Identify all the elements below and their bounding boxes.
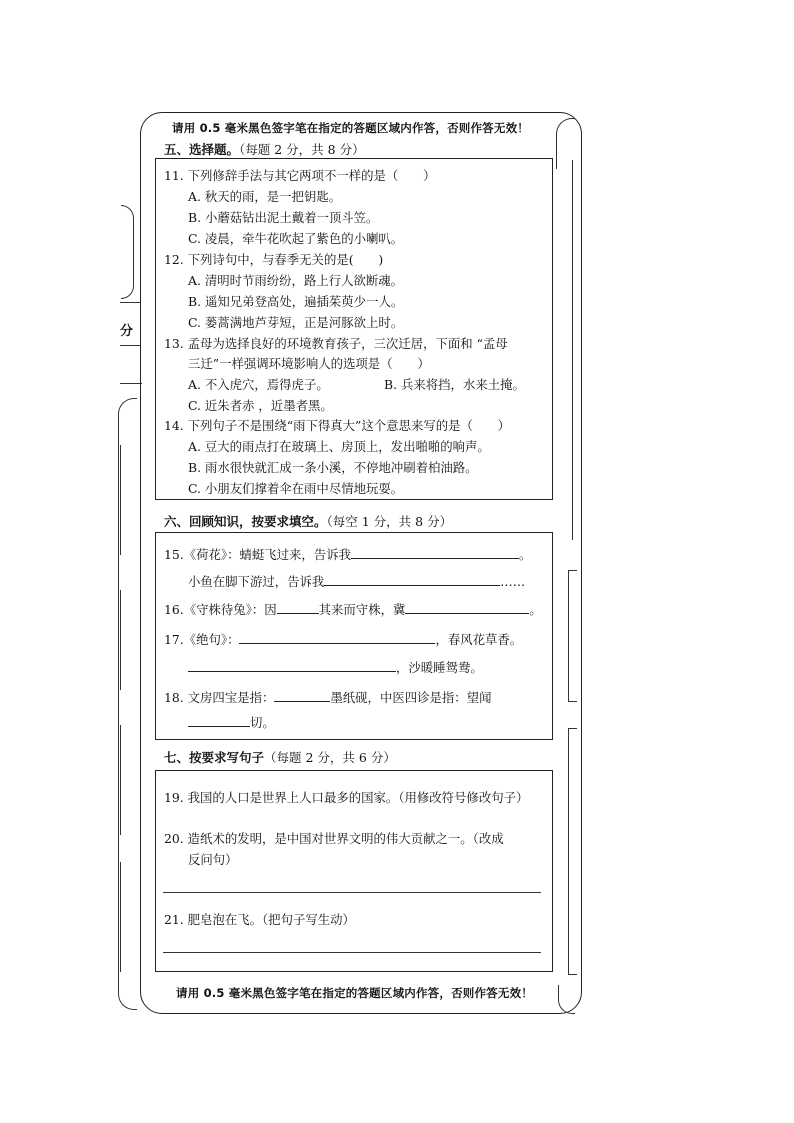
q14-option-b[interactable]: B. 雨水很快就汇成一条小溪，不停地冲刷着柏油路。 bbox=[188, 460, 478, 475]
section6-heading bbox=[164, 512, 452, 530]
q17-line2 bbox=[188, 658, 483, 676]
score-line-top bbox=[120, 302, 140, 303]
q20-text-2: 反问句） bbox=[188, 852, 238, 867]
q17-verse-2: ，沙暖睡鸳鸯。 bbox=[396, 660, 483, 675]
q13-option-b[interactable]: B. 兵来将挡，水来土掩。 bbox=[384, 377, 525, 392]
q13-stem: 13. 孟母为选择良好的环境教育孩子，三次迁居，下面和 “孟母 bbox=[164, 336, 508, 351]
q15-answer-2[interactable] bbox=[324, 573, 500, 586]
q17-answer-2[interactable] bbox=[188, 659, 396, 672]
q18-answer-1[interactable] bbox=[274, 689, 330, 702]
q12-option-a[interactable]: A. 清明时节雨纷纷，路上行人欲断魂。 bbox=[188, 273, 404, 288]
section5-heading bbox=[164, 140, 365, 158]
q15-line2 bbox=[188, 572, 525, 590]
score-line-mid bbox=[120, 345, 140, 346]
q13-option-a[interactable]: A. 不入虎穴，焉得虎子。 bbox=[188, 377, 329, 392]
q13-option-c[interactable]: C. 近朱者赤 ，近墨者黑。 bbox=[188, 398, 333, 413]
left-tick-3 bbox=[120, 725, 121, 835]
section5-title: 五、选择题。 bbox=[164, 142, 240, 157]
q21-text: 21. 肥皂泡在飞。（把句子写生动） bbox=[164, 912, 355, 927]
q16-prompt-1: 16.《守株待兔》：因 bbox=[164, 602, 277, 617]
q11-option-b[interactable]: B. 小蘑菇钻出泥土戴着一顶斗笠。 bbox=[188, 210, 379, 225]
q11-option-a[interactable]: A. 秋天的雨，是一把钥匙。 bbox=[188, 189, 342, 204]
score-label: 分 bbox=[120, 324, 134, 339]
q14-option-c[interactable]: C. 小朋友们撑着伞在雨中尽情地玩耍。 bbox=[188, 481, 404, 496]
q12-stem: 12. 下列诗句中，与春季无关的是( ) bbox=[164, 252, 384, 267]
q13-stem-cont: 三迁”一样强调环境影响人的选项是（ ） bbox=[188, 356, 430, 371]
q17-answer-1[interactable] bbox=[239, 631, 435, 644]
q17-line1 bbox=[164, 630, 522, 648]
q15-prompt-2: 小鱼在脚下游过，告诉我 bbox=[188, 574, 325, 589]
q11-option-c[interactable]: C. 凌晨，牵牛花吹起了紫色的小喇叭。 bbox=[188, 231, 404, 246]
q18-answer-2[interactable] bbox=[188, 714, 250, 727]
q21-answer-line[interactable] bbox=[163, 952, 541, 953]
left-tick-1 bbox=[120, 445, 121, 555]
q12-option-b[interactable]: B. 遥知兄弟登高处，遍插茱萸少一人。 bbox=[188, 294, 404, 309]
q18-prompt-2: 墨纸砚，中医四诊是指：望闻 bbox=[330, 690, 492, 705]
q18-end: 切。 bbox=[250, 715, 275, 730]
section6-title: 六、回顾知识，按要求填空。 bbox=[164, 514, 327, 529]
left-bracket-1 bbox=[121, 205, 134, 299]
notice-top: 请用 0.5 毫米黑色签字笔在指定的答题区域内作答，否则作答无效！ bbox=[172, 121, 529, 135]
q15-end-1: 。 bbox=[518, 547, 532, 562]
left-tick-4 bbox=[120, 862, 121, 972]
q20-answer-line[interactable] bbox=[163, 892, 541, 893]
q17-prompt: 17.《绝句》： bbox=[164, 632, 240, 647]
q18-line2 bbox=[188, 713, 275, 731]
score-line-bottom bbox=[120, 383, 142, 384]
q15-prompt-1: 15.《荷花》：蜻蜓飞过来，告诉我 bbox=[164, 547, 351, 562]
q17-verse-1: ，春风花草香。 bbox=[435, 632, 523, 647]
q18-line1 bbox=[164, 688, 491, 706]
q16-answer-2[interactable] bbox=[405, 601, 529, 614]
q19-text: 19. 我国的人口是世界上人口最多的国家。（用修改符号修改句子） bbox=[164, 790, 529, 805]
q12-option-c[interactable]: C. 蒌蒿满地芦芽短，正是河豚欲上时。 bbox=[188, 315, 404, 330]
q18-prompt-1: 18. 文房四宝是指： bbox=[164, 690, 275, 705]
q15-answer-1[interactable] bbox=[351, 546, 519, 559]
q11-stem: 11. 下列修辞手法与其它两项不一样的是（ ） bbox=[164, 168, 436, 183]
q16-line bbox=[164, 600, 542, 618]
section6-points: （每空 1 分，共 8 分） bbox=[326, 514, 453, 529]
notice-bottom: 请用 0.5 毫米黑色签字笔在指定的答题区域内作答，否则作答无效！ bbox=[176, 986, 533, 1000]
q15-end-2: …… bbox=[500, 574, 526, 589]
section7-title: 七、按要求写句子 bbox=[164, 750, 265, 765]
q16-answer-1[interactable] bbox=[277, 601, 319, 614]
q16-prompt-2: 其来而守株，冀 bbox=[318, 602, 406, 617]
q14-stem: 14. 下列句子不是围绕“雨下得真大”这个意思来写的是（ ） bbox=[164, 418, 511, 433]
section7-heading bbox=[164, 748, 396, 766]
q15-line1 bbox=[164, 545, 531, 563]
section7-points: （每题 2 分，共 6 分） bbox=[264, 750, 396, 765]
section5-points: （每题 2 分，共 8 分） bbox=[239, 142, 365, 157]
left-tick-2 bbox=[120, 590, 121, 690]
q16-end: 。 bbox=[529, 602, 542, 617]
q14-option-a[interactable]: A. 豆大的雨点打在玻璃上、房顶上，发出啪啪的响声。 bbox=[188, 439, 490, 454]
q20-text-1: 20. 造纸术的发明，是中国对世界文明的伟大贡献之一。（改成 bbox=[164, 831, 504, 846]
